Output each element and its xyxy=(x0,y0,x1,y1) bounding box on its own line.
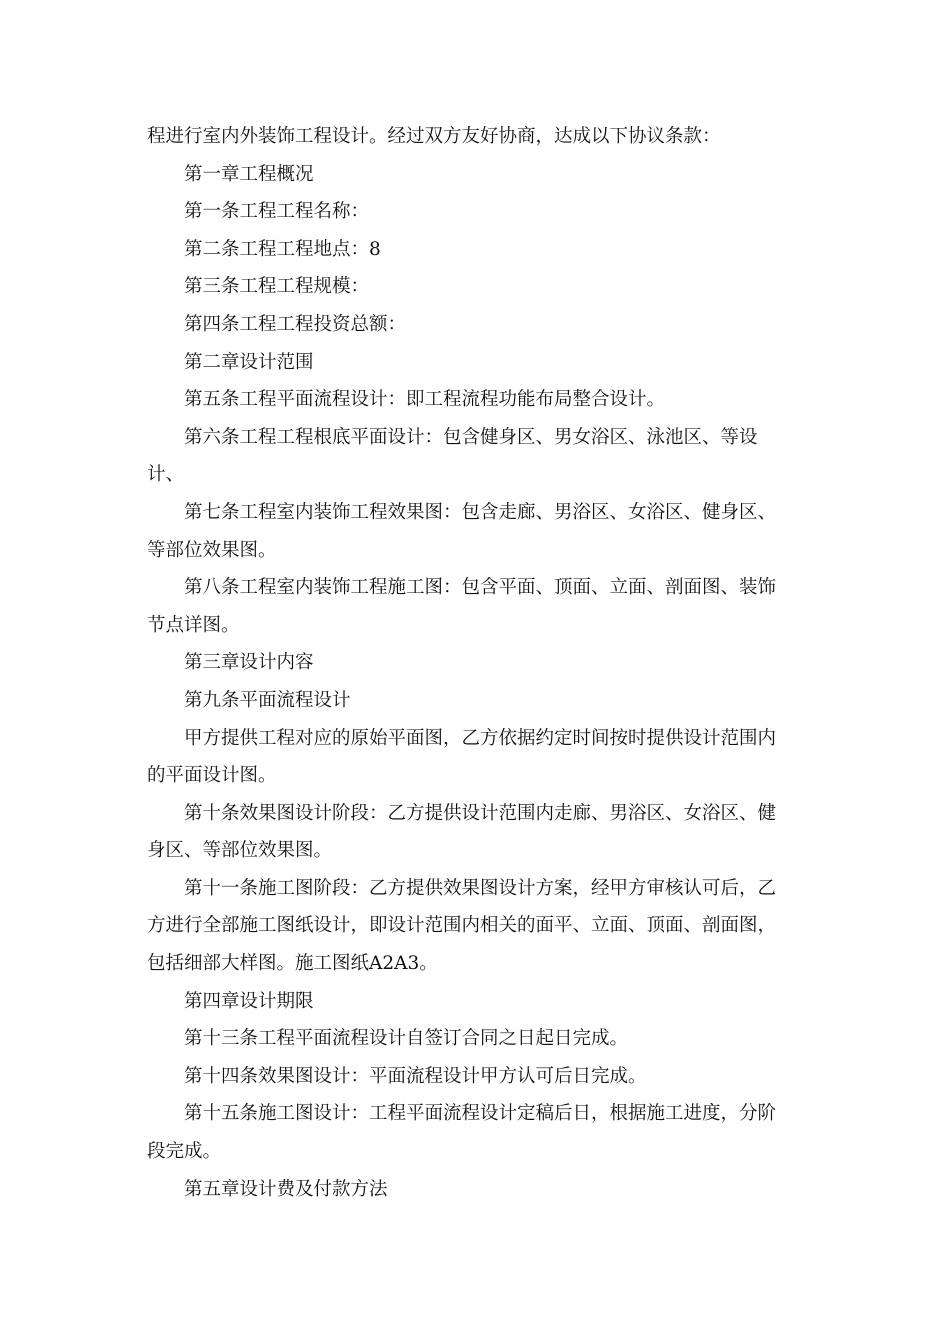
chapter-heading: 第四章设计期限 xyxy=(184,990,314,1012)
clause-line: 第六条工程工程根底平面设计：包含健身区、男女浴区、泳池区、等设 xyxy=(184,426,758,448)
chapter-heading: 第二章设计范围 xyxy=(184,351,314,373)
clause-line: 第三条工程工程规模： xyxy=(184,276,370,298)
text-line: 节点详图。 xyxy=(147,614,240,636)
text-line: 甲方提供工程对应的原始平面图，乙方依据约定时间按时提供设计范围内 xyxy=(184,727,777,749)
clause-line: 第二条工程工程地点：8 xyxy=(184,238,381,260)
text-line: 方进行全部施工图纸设计，即设计范围内相关的面平、立面、顶面、剖面图， xyxy=(147,915,777,937)
document-body xyxy=(147,118,803,1208)
clause-line: 第十条效果图设计阶段：乙方提供设计范围内走廊、男浴区、女浴区、健 xyxy=(184,802,777,824)
clause-line: 第十一条施工图阶段：乙方提供效果图设计方案，经甲方审核认可后，乙 xyxy=(184,877,777,899)
text-line: 的平面设计图。 xyxy=(147,765,277,787)
clause-line: 第十三条工程平面流程设计自签订合同之日起日完成。 xyxy=(184,1028,629,1050)
clause-line: 第五条工程平面流程设计：即工程流程功能布局整合设计。 xyxy=(184,389,666,411)
text-line: 程进行室内外装饰工程设计。经过双方友好协商，达成以下协议条款： xyxy=(147,126,721,147)
clause-line: 第十五条施工图设计：工程平面流程设计定稿后日，根据施工进度，分阶 xyxy=(184,1103,777,1125)
text-line: 包括细部大样图。施工图纸A2A3。 xyxy=(147,953,438,975)
text-line: 段完成。 xyxy=(147,1141,222,1163)
clause-line: 第八条工程室内装饰工程施工图：包含平面、顶面、立面、剖面图、装饰 xyxy=(184,577,777,599)
text-line: 等部位效果图。 xyxy=(147,539,277,561)
clause-line: 第七条工程室内装饰工程效果图：包含走廊、男浴区、女浴区、健身区、 xyxy=(184,501,777,523)
chapter-heading: 第五章设计费及付款方法 xyxy=(184,1178,388,1200)
text-line: 身区、等部位效果图。 xyxy=(147,840,333,862)
text-line: 计、 xyxy=(147,464,185,486)
clause-line: 第九条平面流程设计 xyxy=(184,689,351,711)
chapter-heading: 第一章工程概况 xyxy=(184,163,314,185)
clause-line: 第四条工程工程投资总额： xyxy=(184,313,407,335)
clause-line: 第一条工程工程名称： xyxy=(184,201,370,223)
clause-line: 第十四条效果图设计：平面流程设计甲方认可后日完成。 xyxy=(184,1065,647,1087)
chapter-heading: 第三章设计内容 xyxy=(184,652,314,674)
